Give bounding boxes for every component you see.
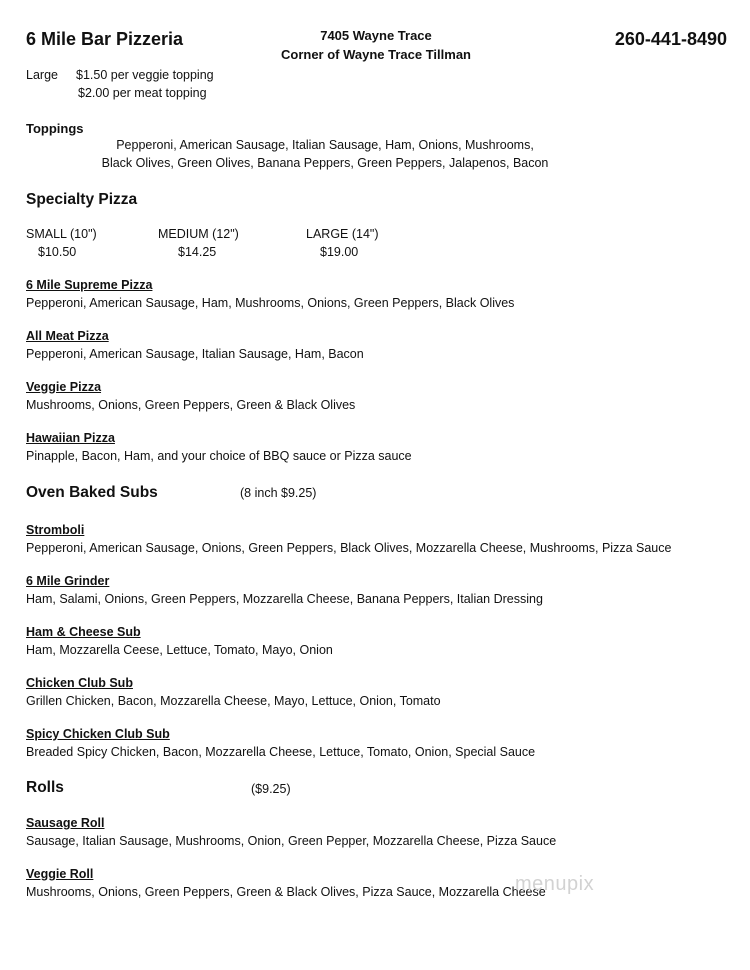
menu-item-title: Sausage Roll (26, 816, 105, 830)
menu-item-description: Mushrooms, Onions, Green Peppers, Green & Black Olives, Pizza Sauce, Mozzarella Cheese (26, 885, 546, 899)
specialty-pizza-heading: Specialty Pizza (26, 191, 138, 208)
menu-item-title: 6 Mile Grinder (26, 574, 110, 588)
menu-item-title: 6 Mile Supreme Pizza (26, 278, 153, 292)
toppings-list-line-1: Pepperoni, American Sausage, Italian Sausage, Ham, Onions, Mushrooms, (116, 138, 534, 152)
size-small-label: SMALL (10") (26, 227, 97, 241)
meat-topping-price: $2.00 per meat topping (78, 86, 207, 100)
address-line-1: 7405 Wayne Trace (320, 28, 432, 43)
menu-item-title: All Meat Pizza (26, 329, 109, 343)
menu-item-title: Spicy Chicken Club Sub (26, 727, 170, 741)
size-small-price: $10.50 (38, 245, 77, 259)
subs-price-note: (8 inch $9.25) (240, 486, 317, 500)
menu-item-description: Pepperoni, American Sausage, Italian Sausage, Ham, Bacon (26, 347, 364, 361)
menu-item-title: Veggie Pizza (26, 380, 102, 394)
toppings-heading: Toppings (26, 121, 84, 136)
size-large-price: $19.00 (320, 245, 359, 259)
menu-item-description: Pepperoni, American Sausage, Ham, Mushrooms, Onions, Green Peppers, Black Olives (26, 296, 515, 310)
address-line-2: Corner of Wayne Trace Tillman (281, 47, 471, 62)
menu-item-title: Stromboli (26, 523, 85, 537)
menu-item-title: Chicken Club Sub (26, 676, 133, 690)
size-medium-label: MEDIUM (12") (158, 227, 239, 241)
restaurant-name: 6 Mile Bar Pizzeria (26, 29, 184, 49)
toppings-list-line-2: Black Olives, Green Olives, Banana Peppers, Green Peppers, Jalapenos, Bacon (101, 156, 549, 170)
size-large-label: LARGE (14") (306, 227, 379, 241)
menu-item-title: Hawaiian Pizza (26, 431, 115, 445)
menupix-watermark: menupix (515, 873, 595, 895)
rolls-price-note: ($9.25) (251, 782, 291, 796)
menu-item-description: Pepperoni, American Sausage, Onions, Green Peppers, Black Olives, Mozzarella Cheese, Mushrooms, Pizza Sauce (26, 541, 672, 555)
menu-item-description: Sausage, Italian Sausage, Mushrooms, Onion, Green Pepper, Mozzarella Cheese, Pizza Sauce (26, 834, 557, 848)
menu-item-description: Ham, Salami, Onions, Green Peppers, Mozzarella Cheese, Banana Peppers, Italian Dressing (26, 592, 543, 606)
oven-baked-subs-heading: Oven Baked Subs (26, 484, 158, 501)
menu-item-description: Grillen Chicken, Bacon, Mozzarella Cheese, Mayo, Lettuce, Onion, Tomato (26, 694, 441, 708)
menu-item-description: Ham, Mozzarella Ceese, Lettuce, Tomato, Mayo, Onion (26, 643, 333, 657)
size-label-large: Large (26, 68, 58, 82)
menu-item-description: Mushrooms, Onions, Green Peppers, Green & Black Olives (26, 398, 356, 412)
menu-item-description: Pinapple, Bacon, Ham, and your choice of BBQ sauce or Pizza sauce (26, 449, 412, 463)
size-medium-price: $14.25 (178, 245, 217, 259)
veggie-topping-price: $1.50 per veggie topping (76, 68, 214, 82)
rolls-heading: Rolls (26, 779, 64, 796)
menu-item-title: Ham & Cheese Sub (26, 625, 141, 639)
phone-number: 260-441-8490 (614, 29, 727, 49)
menu-item-title: Veggie Roll (26, 867, 94, 881)
menu-item-description: Breaded Spicy Chicken, Bacon, Mozzarella Cheese, Lettuce, Tomato, Onion, Special Sauce (26, 745, 536, 759)
